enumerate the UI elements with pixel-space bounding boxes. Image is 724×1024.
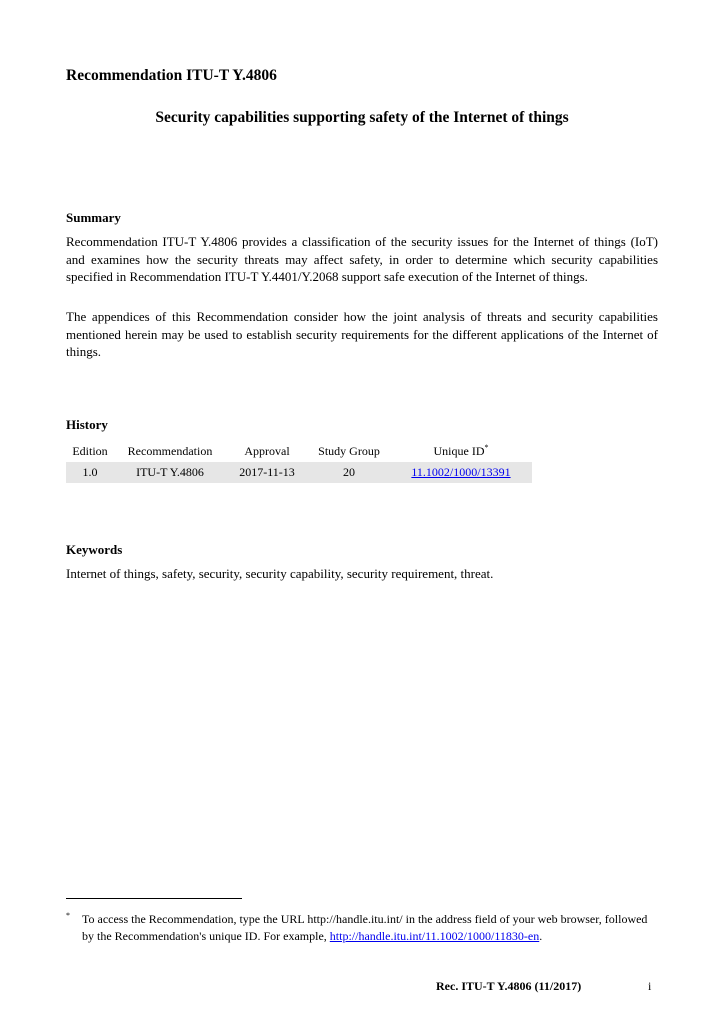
footnote-text-after: . bbox=[539, 929, 543, 943]
keywords-heading: Keywords bbox=[66, 542, 123, 557]
recommendation-cell: ITU-T Y.4806 bbox=[114, 462, 226, 483]
summary-heading: Summary bbox=[66, 210, 121, 225]
footer-reference: Rec. ITU-T Y.4806 (11/2017) bbox=[436, 979, 582, 993]
column-header-approval: Approval bbox=[244, 443, 290, 458]
example-url-link[interactable]: http://handle.itu.int/11.1002/1000/11830-en bbox=[329, 929, 540, 943]
footnote-text bbox=[82, 911, 658, 945]
column-header-unique-id bbox=[390, 441, 532, 462]
column-header-study-group: Study Group bbox=[318, 443, 380, 458]
summary-paragraph-2: The appendices of this Recommendation consider how the joint analysis of threats and security capabilities mentioned herein may be used to establish security requirements for the different applications of the Internet of things. bbox=[66, 309, 658, 359]
unique-id-cell bbox=[390, 462, 532, 483]
footnote-mark: * bbox=[484, 443, 489, 452]
summary-paragraph-1: Recommendation ITU-T Y.4806 provides a classification of the security issues for the Internet of things (IoT) and examines how the security threats may affect safety, in order to determine which security capabilities specified in Recommendation ITU-T Y.4401/Y.2068 support safe execution of the Internet of things. bbox=[66, 234, 658, 284]
edition-cell: 1.0 bbox=[66, 462, 114, 483]
page-number: i bbox=[648, 979, 652, 993]
footnote bbox=[66, 911, 658, 945]
history-table bbox=[66, 441, 532, 483]
unique-id-link[interactable]: 11.1002/1000/13391 bbox=[411, 464, 511, 479]
footnote-divider bbox=[66, 898, 242, 899]
history-heading: History bbox=[66, 417, 108, 432]
column-header-edition: Edition bbox=[72, 443, 108, 458]
keywords-text: Internet of things, safety, security, security capability, security requirement, threat. bbox=[66, 566, 494, 581]
column-header-recommendation: Recommendation bbox=[127, 443, 213, 458]
study-group-cell: 20 bbox=[308, 462, 390, 483]
recommendation-title: Recommendation ITU-T Y.4806 bbox=[66, 67, 277, 84]
approval-cell: 2017-11-13 bbox=[226, 462, 308, 483]
footnote-mark: * bbox=[66, 911, 70, 920]
history-header-row bbox=[66, 441, 532, 462]
footnote-text-before: To access the Recommendation, type the URL http://handle.itu.int/ in the address field of your web browser, followed by the Recommendation's unique ID. For example, bbox=[82, 912, 648, 943]
document-title: Security capabilities supporting safety of the Internet of things bbox=[155, 109, 569, 126]
table-row bbox=[66, 462, 532, 483]
unique-id-label: Unique ID bbox=[433, 444, 485, 458]
